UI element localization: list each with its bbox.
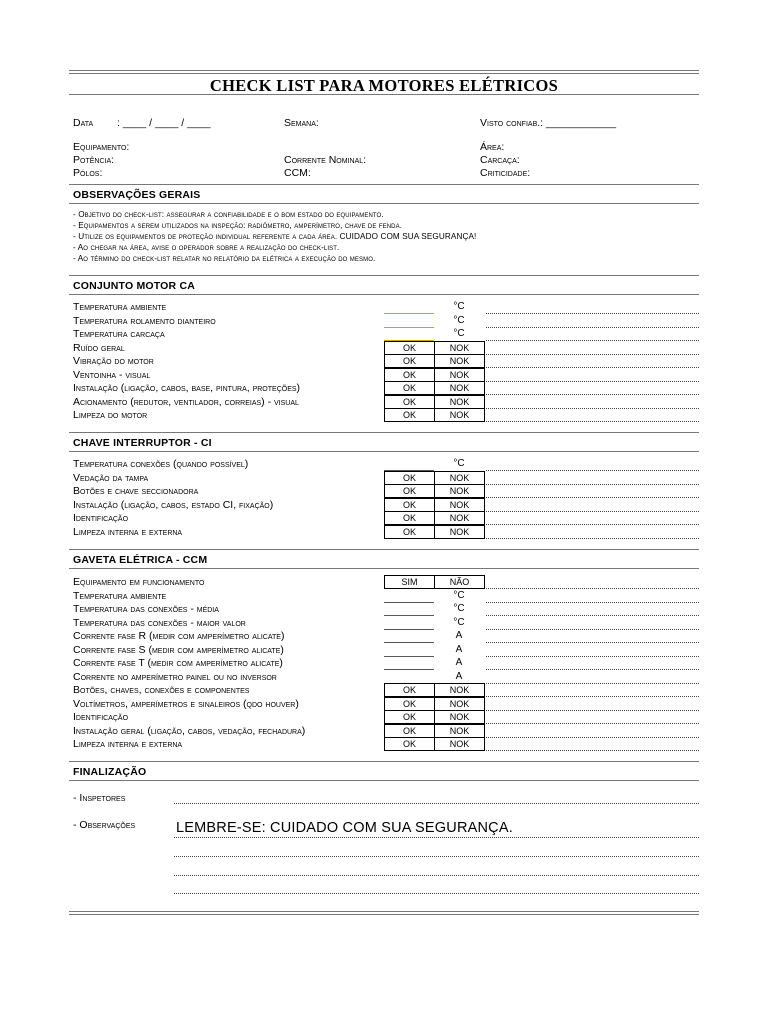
remarks-line[interactable] xyxy=(486,421,699,422)
ampere-unit: A xyxy=(455,630,463,641)
final-rule-top xyxy=(69,761,699,762)
remarks-line[interactable] xyxy=(486,588,699,589)
checklist-row-label: Corrente fase S (medir com amperímetro alicate) xyxy=(73,643,284,656)
value-input[interactable] xyxy=(384,327,434,328)
nok-checkbox[interactable]: NOK xyxy=(434,381,485,395)
ampere-unit: A xyxy=(455,670,463,682)
polos-label: Pólos: xyxy=(73,167,103,179)
bottom-rule xyxy=(69,911,699,915)
observacao-item: - Utilize os equipamentos de proteção individual referente a cada área. CUIDADO COM SUA SEGURANÇA! xyxy=(73,232,477,241)
checklist-row-label: Temperatura ambiente xyxy=(73,589,167,602)
chave-rule-bottom xyxy=(69,451,699,452)
checklist-row-label: Temperatura rolamento dianteiro xyxy=(73,314,216,327)
ok-checkbox[interactable]: OK xyxy=(384,710,435,724)
motor-title: CONJUNTO MOTOR CA xyxy=(73,280,196,292)
potencia-label: Potência: xyxy=(73,154,115,166)
celsius-unit: °C xyxy=(453,603,465,614)
celsius-unit: °C xyxy=(453,301,465,312)
remarks-line[interactable] xyxy=(486,750,699,751)
checklist-row-label: Temperatura carcaça xyxy=(73,328,165,340)
nok-checkbox[interactable]: NOK xyxy=(434,354,485,368)
checklist-row-label: Botões e chave seccionadora xyxy=(73,485,199,497)
chave-rule-top xyxy=(69,432,699,433)
ok-checkbox[interactable]: OK xyxy=(384,368,435,382)
checklist-row-label: Equipamento em funcionamento xyxy=(73,576,205,588)
remarks-line[interactable] xyxy=(486,629,699,630)
obs-rule-bottom xyxy=(69,203,699,204)
observacao-item: - Equipamentos a serem utilizados na inspeção: radiômetro, amperímetro, chave de fenda. xyxy=(73,221,403,230)
ampere-unit: A xyxy=(455,657,463,668)
remarks-line[interactable] xyxy=(486,354,699,355)
ok-checkbox[interactable]: OK xyxy=(384,408,435,422)
nok-checkbox[interactable]: NOK xyxy=(434,408,485,422)
page-title: CHECK LIST PARA MOTORES ELÉTRICOS xyxy=(209,76,559,95)
observacoes-line[interactable] xyxy=(174,856,699,857)
observacoes-title: OBSERVAÇÕES GERAIS xyxy=(73,189,201,201)
nao-checkbox[interactable]: NÃO xyxy=(434,575,485,589)
remarks-line[interactable] xyxy=(486,696,699,697)
nok-checkbox[interactable]: NOK xyxy=(434,511,485,525)
nok-checkbox[interactable]: NOK xyxy=(434,368,485,382)
visto-field[interactable]: Visto confiab.: ____________ xyxy=(480,117,617,129)
remarks-line[interactable] xyxy=(486,381,699,382)
celsius-unit: °C xyxy=(453,314,465,326)
title-rule xyxy=(69,94,699,95)
remarks-line[interactable] xyxy=(486,602,699,603)
ok-checkbox[interactable]: OK xyxy=(384,498,435,512)
remarks-line[interactable] xyxy=(486,710,699,711)
remarks-line[interactable] xyxy=(486,538,699,539)
checklist-row-label: Instalação geral (ligação, cabos, vedação, fechadura) xyxy=(73,724,306,737)
remarks-line[interactable] xyxy=(486,683,699,684)
safety-slogan: LEMBRE-SE: CUIDADO COM SUA SEGURANÇA. xyxy=(176,820,513,836)
nok-checkbox[interactable]: NOK xyxy=(434,471,485,485)
remarks-line[interactable] xyxy=(486,511,699,512)
gaveta-rule-bottom xyxy=(69,568,699,569)
nok-checkbox[interactable]: NOK xyxy=(434,737,485,751)
gaveta-title: GAVETA ELÉTRICA - CCM xyxy=(73,554,208,566)
checklist-row-label: Corrente fase T (medir com amperímetro alicate) xyxy=(73,657,283,669)
remarks-line[interactable] xyxy=(486,484,699,485)
observacao-item: - Ao chegar na área, avise o operador sobre a realização do check-list. xyxy=(73,243,340,252)
checklist-row-label: Ruído geral xyxy=(73,341,125,354)
celsius-unit: °C xyxy=(453,616,465,628)
checklist-row-label: Identificação xyxy=(73,711,129,723)
carcaca-label: Carcaça: xyxy=(480,154,520,166)
nok-checkbox[interactable]: NOK xyxy=(434,484,485,498)
checklist-row-label: Identificação xyxy=(73,512,129,524)
ok-checkbox[interactable]: OK xyxy=(384,683,435,697)
remarks-line[interactable] xyxy=(486,327,699,328)
inspetores-line[interactable] xyxy=(174,803,699,804)
ok-checkbox[interactable]: OK xyxy=(384,697,435,711)
checklist-row-label: Temperatura conexões (quando possível) xyxy=(73,458,249,470)
celsius-unit: °C xyxy=(453,328,465,339)
ok-checkbox[interactable]: OK xyxy=(384,525,435,539)
checklist-row-label: Limpeza interna e externa xyxy=(73,738,183,750)
corrente-nominal-label: Corrente Nominal: xyxy=(284,154,367,166)
observacoes-line[interactable] xyxy=(174,837,699,838)
nok-checkbox[interactable]: NOK xyxy=(434,724,485,738)
remarks-line[interactable] xyxy=(486,656,699,657)
observacao-item: - Ao término do check-list relatar no relatório da elétrica a execução do mesmo. xyxy=(73,254,376,263)
sim-checkbox[interactable]: SIM xyxy=(384,575,435,589)
observacoes-line[interactable] xyxy=(174,875,699,876)
nok-checkbox[interactable]: NOK xyxy=(434,395,485,409)
remarks-line[interactable] xyxy=(486,470,699,471)
ok-checkbox[interactable]: OK xyxy=(384,395,435,409)
remarks-line[interactable] xyxy=(486,394,699,395)
data-field[interactable]: : ____ / ____ / ____ xyxy=(117,117,211,129)
celsius-unit: °C xyxy=(453,589,465,601)
data-label: Data xyxy=(73,117,94,129)
checklist-row-label: Botões, chaves, conexões e componentes xyxy=(73,684,250,696)
ok-checkbox[interactable]: OK xyxy=(384,354,435,368)
checklist-row-label: Instalação (ligação, cabos, base, pintura, proteções) xyxy=(73,382,301,394)
area-label: Área: xyxy=(480,141,505,153)
checklist-row-label: Temperatura ambiente xyxy=(73,301,167,313)
gaveta-rule-top xyxy=(69,549,699,550)
ok-checkbox[interactable]: OK xyxy=(384,724,435,738)
value-input[interactable] xyxy=(384,629,434,630)
finalizacao-title: FINALIZAÇÃO xyxy=(73,766,147,778)
checklist-row-label: Corrente no amperímetro painel ou no inversor xyxy=(73,670,277,683)
remarks-line[interactable] xyxy=(486,313,699,314)
observacoes-line[interactable] xyxy=(174,893,699,894)
value-input[interactable] xyxy=(384,615,434,616)
checklist-row-label: Voltímetros, amperímetros e sinaleiros (qdo houver) xyxy=(73,697,299,710)
observacoes-label: - Observações xyxy=(73,819,136,831)
remarks-line[interactable] xyxy=(486,497,699,498)
checklist-row-label: Limpeza do motor xyxy=(73,409,148,421)
value-input[interactable] xyxy=(384,313,434,314)
final-rule-bottom xyxy=(69,780,699,781)
ok-checkbox[interactable]: OK xyxy=(384,484,435,498)
ampere-unit: A xyxy=(455,643,463,655)
remarks-line[interactable] xyxy=(486,737,699,738)
nok-checkbox[interactable]: NOK xyxy=(434,341,485,355)
remarks-line[interactable] xyxy=(486,615,699,616)
ok-checkbox[interactable]: OK xyxy=(384,341,435,355)
inspetores-label: - Inspetores xyxy=(73,792,126,804)
nok-checkbox[interactable]: NOK xyxy=(434,710,485,724)
nok-checkbox[interactable]: NOK xyxy=(434,525,485,539)
checklist-row-label: Acionamento (redutor, ventilador, correias) - visual xyxy=(73,395,299,408)
equipamento-label: Equipamento: xyxy=(73,141,130,153)
checklist-row-label: Vedação da tampa xyxy=(73,471,149,484)
nok-checkbox[interactable]: NOK xyxy=(434,697,485,711)
remarks-line[interactable] xyxy=(486,408,699,409)
remarks-line[interactable] xyxy=(486,669,699,670)
checklist-row-label: Vibração do motor xyxy=(73,355,154,367)
remarks-line[interactable] xyxy=(486,723,699,724)
semana-label: Semana: xyxy=(284,117,319,129)
value-input[interactable] xyxy=(384,656,434,657)
ok-checkbox[interactable]: OK xyxy=(384,471,435,485)
ok-checkbox[interactable]: OK xyxy=(384,381,435,395)
nok-checkbox[interactable]: NOK xyxy=(434,683,485,697)
motor-rule-top xyxy=(69,275,699,276)
top-rule xyxy=(69,70,699,74)
celsius-unit: °C xyxy=(453,458,465,469)
nok-checkbox[interactable]: NOK xyxy=(434,498,485,512)
remarks-line[interactable] xyxy=(486,642,699,643)
checklist-row-label: Instalação (ligação, cabos, estado CI, fixação) xyxy=(73,498,274,511)
checklist-row-label: Ventoinha - visual xyxy=(73,368,151,381)
criticidade-label: Criticidade: xyxy=(480,167,531,179)
motor-rule-bottom xyxy=(69,294,699,295)
value-input[interactable] xyxy=(384,669,434,670)
remarks-line[interactable] xyxy=(486,340,699,341)
obs-rule-top xyxy=(69,184,699,185)
value-input[interactable] xyxy=(384,642,434,643)
chave-title: CHAVE INTERRUPTOR - CI xyxy=(73,437,212,449)
ok-checkbox[interactable]: OK xyxy=(384,737,435,751)
checklist-row-label: Limpeza interna e externa xyxy=(73,525,183,538)
ok-checkbox[interactable]: OK xyxy=(384,511,435,525)
remarks-line[interactable] xyxy=(486,524,699,525)
value-input[interactable] xyxy=(384,602,434,603)
checklist-row-label: Corrente fase R (medir com amperímetro alicate) xyxy=(73,630,285,642)
remarks-line[interactable] xyxy=(486,367,699,368)
observacao-item: - Objetivo do check-list: assegurar a confiabilidade e o bom estado do equipamento. xyxy=(73,210,384,219)
checklist-row-label: Temperatura das conexões - maior valor xyxy=(73,616,246,629)
ccm-label: CCM: xyxy=(284,167,311,179)
checklist-row-label: Temperatura das conexões - média xyxy=(73,603,219,615)
